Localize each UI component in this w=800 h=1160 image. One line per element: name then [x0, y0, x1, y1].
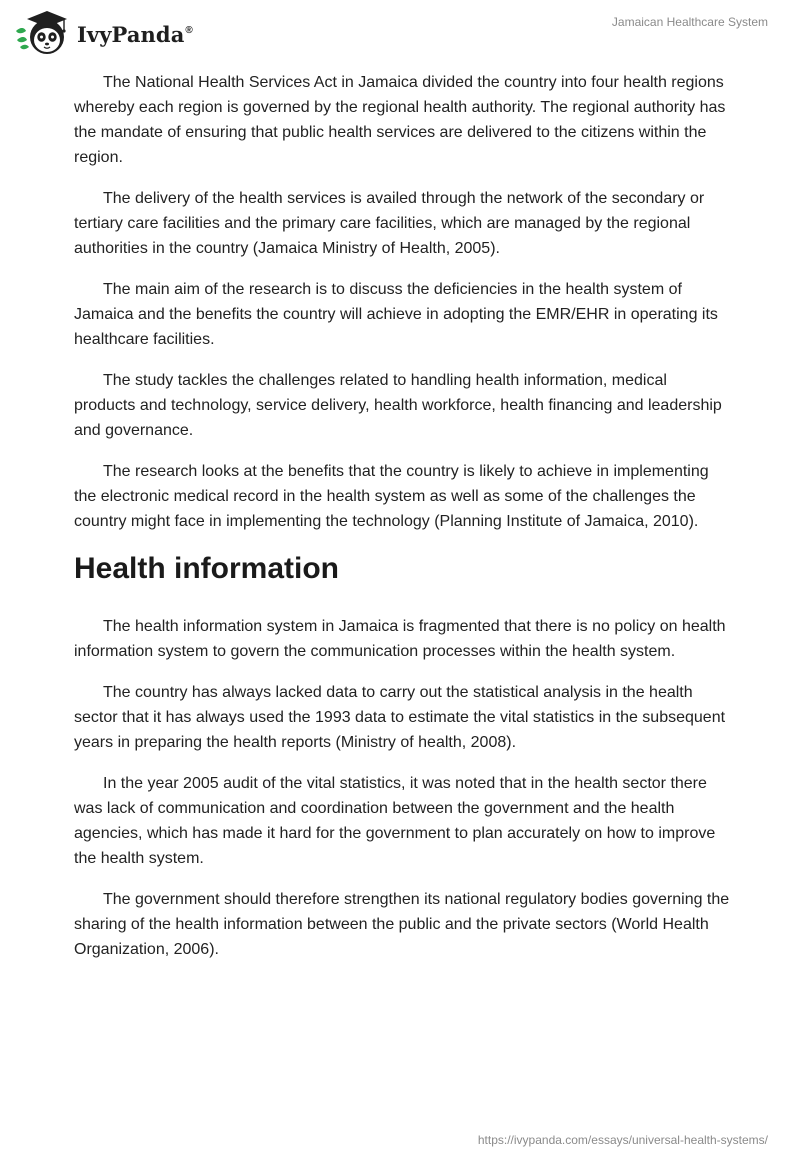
paragraph: The health information system in Jamaica is fragmented that there is no policy on health information system to govern the communication processes within the health system.	[74, 618, 726, 660]
page-header	[0, 0, 800, 64]
source-url-link[interactable]: https://ivypanda.com/essays/universal-health-systems/	[477, 1133, 768, 1147]
brand-logo[interactable]	[13, 9, 193, 57]
paragraph: The country has always lacked data to carry out the statistical analysis in the health sector that it has always used the 1993 data to estimate the vital statistics in the subsequent years in preparing the health reports (Ministry of health, 2008).	[74, 684, 726, 751]
section-heading: Health information	[74, 552, 340, 585]
panda-graduate-icon	[13, 9, 71, 57]
article-body	[74, 70, 730, 978]
paragraph: The government should therefore strengthen its national regulatory bodies governing the sharing of the health information between the public and the private sectors (World Health Organization, 2006).	[74, 891, 730, 958]
paragraph: The National Health Services Act in Jamaica divided the country into four health regions whereby each region is governed by the regional health authority. The regional authority has the mandate of ensuring that public health services are delivered to the citizens within the region.	[74, 74, 726, 166]
document-title: Jamaican Healthcare System	[611, 15, 768, 29]
paragraph: The main aim of the research is to discuss the deficiencies in the health system of Jamaica and the benefits the country will achieve in adopting the EMR/EHR in operating its healthcare facilities.	[74, 281, 718, 348]
registered-mark: ®	[185, 24, 193, 36]
paragraph: In the year 2005 audit of the vital statistics, it was noted that in the health sector there was lack of communication and coordination between the government and the health agencies, which has made it hard for the government to plan accurately on how to improve the health system.	[74, 775, 716, 867]
paragraph: The research looks at the benefits that the country is likely to achieve in implementing the electronic medical record in the health system as well as some of the challenges the country might face in implementing the technology (Planning Institute of Jamaica, 2010).	[74, 463, 709, 530]
brand-name: IvyPanda®	[77, 21, 193, 47]
paragraph: The study tackles the challenges related to handling health information, medical products and technology, service delivery, health workforce, health financing and leadership and governance.	[74, 372, 722, 439]
paragraph: The delivery of the health services is availed through the network of the secondary or tertiary care facilities and the primary care facilities, which are managed by the regional authorities in the country (Jamaica Ministry of Health, 2005).	[74, 190, 705, 257]
